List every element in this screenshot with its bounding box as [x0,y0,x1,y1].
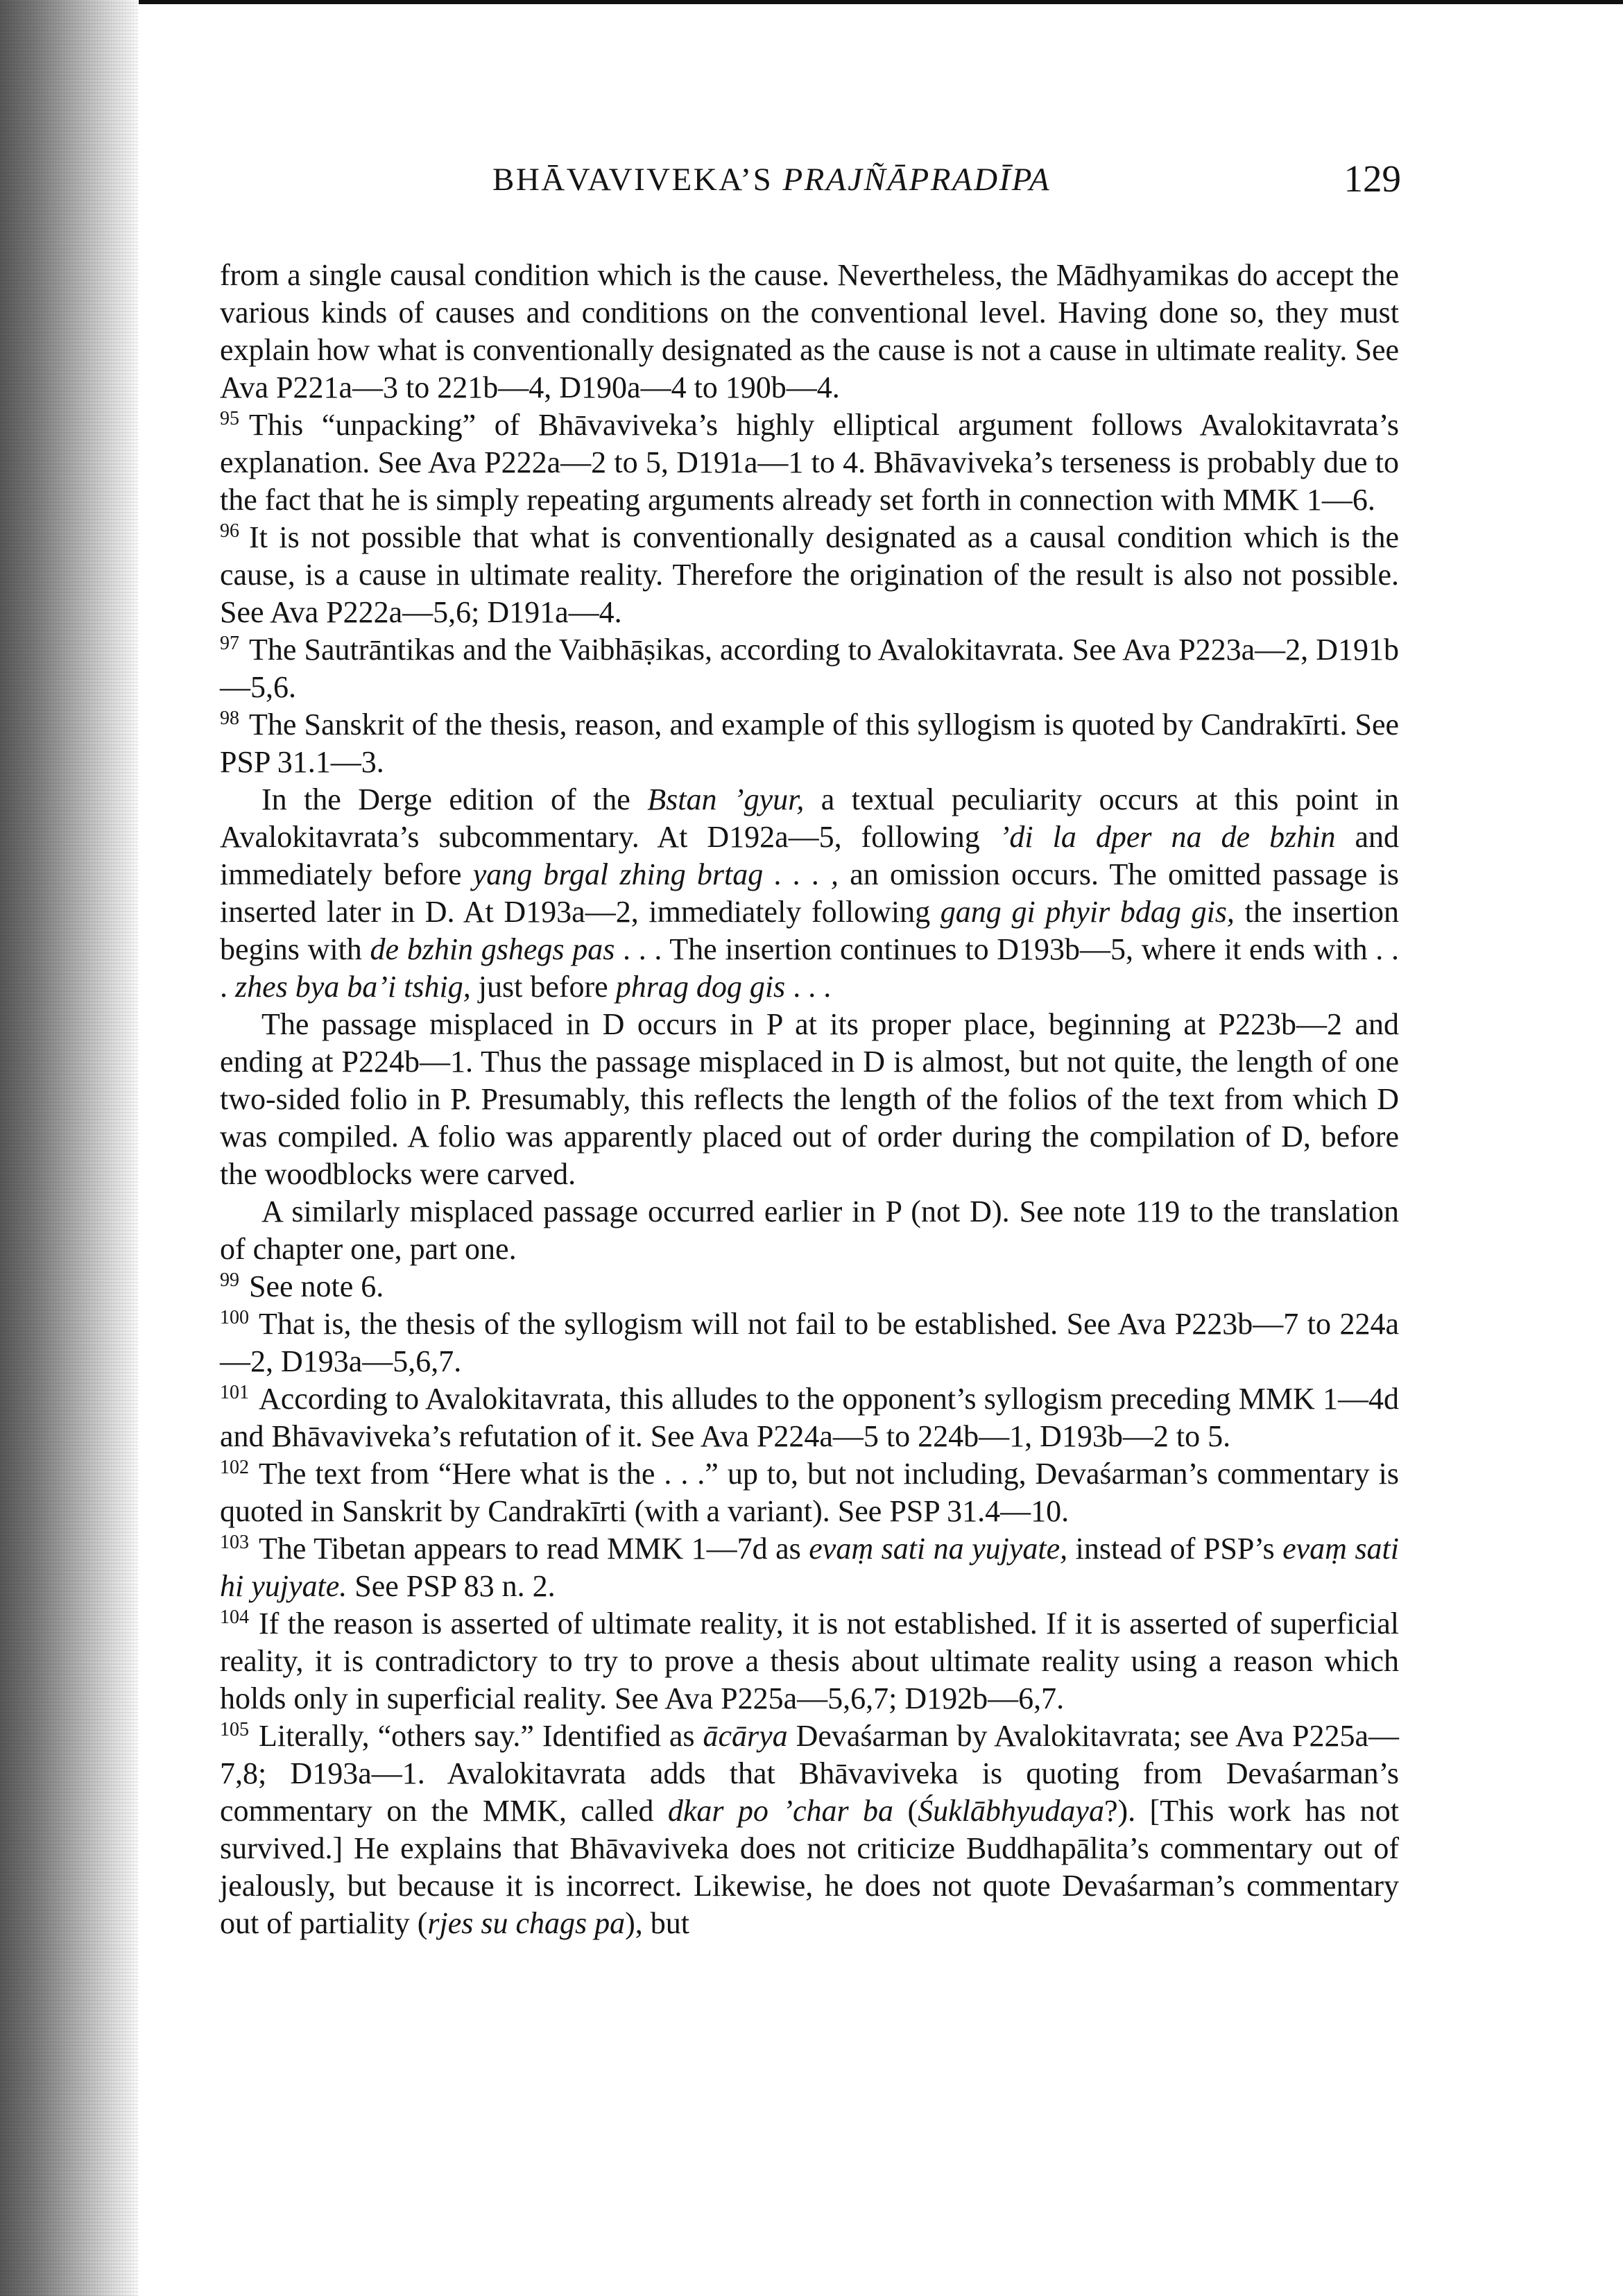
note-97 [220,631,1399,706]
note-number: 102 [220,1457,249,1478]
text-run: ), but [625,1906,690,1940]
note-95 [220,406,1399,519]
note-text: If the reason is asserted of ultimate reality, it is not established. If it is asserted of superficial reality, it is contradictory to try to prove a thesis about ultimate reality using a reason which holds only in superficial reality. See Ava P225a—5,6,7; D192b—6,7. [220,1607,1399,1715]
note-94-continuation: from a single causal condition which is the cause. Nevertheless, the Mādhyamikas do accept the various kinds of causes and conditions on the conventional level. Having done so, they must explain how what is conventionally designated as the cause is not a cause in ultimate reality. See Ava P221a—3 to 221b—4, D190a—4 to 190b—4. [220,258,1399,404]
note-number: 103 [220,1532,249,1553]
note-104 [220,1605,1399,1717]
running-head-title: PRAJÑĀPRADĪPA [782,162,1051,198]
note-number: 104 [220,1607,249,1628]
text-run: . . . The insertion continues to D193b—5, where it ends with . . . [220,932,1399,1004]
note-103 [220,1530,1399,1605]
text-run: Devaśarman by Avalokitavrata; see Ava P225a—7,8; D193a—1. Avalokitavrata adds that Bhāvaviveka is quoting from Devaśarman’s commentary on the MMK, called [220,1719,1399,1828]
italic-run: ’di la dper na de bzhin [999,820,1336,854]
note-number: 101 [220,1382,249,1403]
paragraph-similar-passage: A similarly misplaced passage occurred earlier in P (not D). See note 119 to the translation of chapter one, part one. [220,1194,1399,1266]
text-run: The Tibetan appears to read MMK 1—7d as [259,1532,809,1566]
note-98 [220,706,1399,781]
text-run: the insertion begins with [220,895,1400,966]
text-run: ( [893,1794,918,1828]
note-text: It is not possible that what is conventionally designated as a causal condition which is the cause, is a cause in ultimate reality. Therefore the origination of the result is also not possible. See Ava P222a—5,6; D191a—4. [220,520,1399,629]
note-105 [220,1717,1399,1942]
note-number: 100 [220,1307,249,1328]
text-run: ?). [This work has not survived.] He explains that Bhāvaviveka does not criticize Buddhapālita’s commentary out of jealously, but because it is incorrect. Likewise, he does not quote Devaśarman’s commentary out of partiality ( [220,1794,1399,1940]
text-run: Literally, “others say.” Identified as [259,1719,703,1753]
italic-run: de bzhin gshegs pas [370,932,615,966]
note-text: The text from “Here what is the . . .” up to, but not including, Devaśarman’s commentary is quoted in Sanskrit by Candrakīrti (with a variant). See PSP 31.4—10. [220,1457,1399,1528]
italic-run: zhes bya ba’i tshig, [235,970,471,1004]
scan-binding-shadow [0,0,139,2296]
text-run: just before [470,970,616,1004]
note-96 [220,519,1399,631]
italic-run: gang gi phyir bdag gis, [940,895,1235,929]
running-head [492,161,1051,198]
text-run: an omission occurs. The omitted passage is inserted later in D. At D193a—2, immediately following [220,857,1399,929]
note-number: 105 [220,1719,249,1740]
note-number: 97 [220,633,239,654]
italic-run: ācārya [703,1719,788,1753]
note-text: This “unpacking” of Bhāvaviveka’s highly elliptical argument follows Avalokitavrata’s explanation. See Ava P222a—2 to 5, D191a—1 to 4. Bhāvaviveka’s terseness is probably due to the fact that he is simply repeating arguments already set forth in connection with MMK 1—6. [220,408,1399,517]
italic-run: Bstan ’gyur, [647,782,805,816]
italic-run: dkar po ’char ba [667,1794,894,1828]
page-header [222,157,1401,209]
italic-run: evaṃ sati na yujyate, [809,1532,1068,1566]
note-number: 99 [220,1269,239,1291]
italic-run: rjes su chags pa [427,1906,626,1940]
note-99 [220,1268,1399,1305]
note-number: 95 [220,408,239,429]
text-run: In the Derge edition of the [261,782,648,816]
running-head-author: BHĀVAVIVEKA’S [492,162,783,198]
note-101 [220,1380,1399,1455]
note-text: According to Avalokitavrata, this alludes to the opponent’s syllogism preceding MMK 1—4d and Bhāvaviveka’s refutation of it. See Ava P224a—5 to 224b—1, D193b—2 to 5. [220,1382,1399,1453]
note-text: See note 6. [249,1269,384,1303]
italic-run: yang brgal zhing brtag . . . , [472,857,839,891]
note-number: 96 [220,520,239,542]
note-text: The Sautrāntikas and the Vaibhāṣikas, according to Avalokitavrata. See Ava P223a—2, D191b—5,6. [220,633,1399,704]
paragraph-misplaced-passage: The passage misplaced in D occurs in P at its proper place, beginning at P223b—2 and ending at P224b—1. Thus the passage misplaced in D is almost, but not quite, the length of one two-sided folio in P. Presumably, this reflects the length of the folios of the text from which D was compiled. A folio was apparently placed out of order during the compilation of D, before the woodblocks were carved. [220,1007,1399,1191]
page-number: 129 [1343,157,1401,200]
text-run: See PSP 83 n. 2. [347,1569,556,1603]
italic-run: phrag dog gis [615,970,786,1004]
scan-top-border [0,0,1623,4]
text-run: . . . [785,970,832,1004]
note-102 [220,1455,1399,1530]
note-number: 98 [220,708,239,729]
note-text: That is, the thesis of the syllogism will not fail to be established. See Ava P223b—7 to 224a—2, D193a—5,6,7. [220,1307,1399,1378]
italic-run: evaṃ sati hi yujyate. [220,1532,1400,1603]
text-run: and immediately before [220,820,1399,891]
text-run: a textual peculiarity occurs at this point in Avalokitavrata’s subcommentary. At D192a—5, following [220,782,1400,854]
paragraph-derge-edition [220,781,1399,1006]
italic-run: Śuklābhyudaya [918,1794,1104,1828]
text-block [220,257,1399,1942]
note-text: The Sanskrit of the thesis, reason, and example of this syllogism is quoted by Candrakīrti. See PSP 31.1—3. [220,708,1399,779]
text-run: instead of PSP’s [1067,1532,1283,1566]
note-100 [220,1305,1399,1380]
